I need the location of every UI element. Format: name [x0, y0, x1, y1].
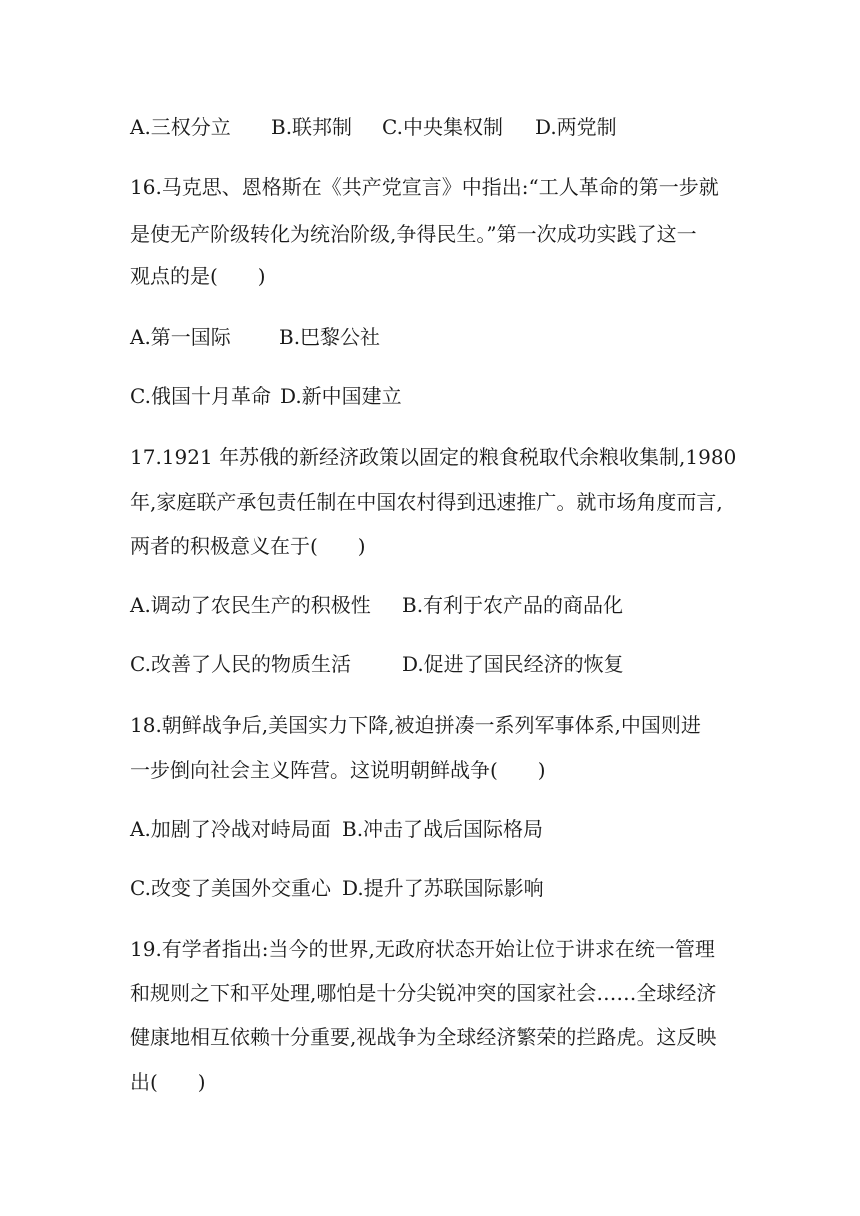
q15-option-d: D.两党制 — [535, 115, 617, 139]
q17-stem-line-2: 年,家庭联产承包责任制在中国农村得到迅速推广。就市场角度而言, — [130, 490, 723, 514]
q17-stem-line-1: 17.1921 年苏俄的新经济政策以固定的粮食税取代余粮收集制,1980 — [130, 445, 737, 469]
q17-option-b: B.有利于农产品的商品化 — [402, 593, 624, 617]
q18-option-c: C.改变了美国外交重心 — [130, 876, 331, 900]
q18-stem-line-1: 18.朝鲜战争后,美国实力下降,被迫拼凑一系列军事体系,中国则进 — [130, 713, 701, 737]
q18-option-b: B.冲击了战后国际格局 — [342, 817, 544, 841]
q16-stem-line-1: 16.马克思、恩格斯在《共产党宣言》中指出:“工人革命的第一步就 — [130, 175, 719, 199]
q16-stem-line-3: 观点的是( ) — [130, 264, 266, 288]
q17-stem-line-3: 两者的积极意义在于( ) — [130, 534, 366, 558]
q16-option-c: C.俄国十月革命 — [130, 384, 271, 408]
q17-option-d: D.促进了国民经济的恢复 — [402, 652, 624, 676]
q18-option-a: A.加剧了冷战对峙局面 — [130, 817, 331, 841]
q18-option-d: D.提升了苏联国际影响 — [342, 876, 544, 900]
q17-option-c: C.改善了人民的物质生活 — [130, 652, 351, 676]
q15-option-a: A.三权分立 — [130, 115, 231, 139]
q19-stem-line-2: 和规则之下和平处理,哪怕是十分尖锐冲突的国家社会……全球经济 — [130, 981, 717, 1005]
q16-option-b: B.巴黎公社 — [279, 325, 381, 349]
q19-stem-line-3: 健康地相互依赖十分重要,视战争为全球经济繁荣的拦路虎。这反映 — [130, 1025, 717, 1049]
q16-option-a: A.第一国际 — [130, 325, 231, 349]
q19-stem-line-4: 出( ) — [130, 1070, 206, 1094]
q16-option-d: D.新中国建立 — [280, 384, 402, 408]
q15-option-b: B.联邦制 — [271, 115, 353, 139]
q17-option-a: A.调动了农民生产的积极性 — [130, 593, 371, 617]
q16-stem-line-2: 是使无产阶级转化为统治阶级,争得民生。”第一次成功实践了这一 — [130, 222, 697, 246]
q18-stem-line-2: 一步倒向社会主义阵营。这说明朝鲜战争( ) — [130, 758, 546, 782]
q19-stem-line-1: 19.有学者指出:当今的世界,无政府状态开始让位于讲求在统一管理 — [130, 937, 715, 961]
q15-option-c: C.中央集权制 — [382, 115, 503, 139]
